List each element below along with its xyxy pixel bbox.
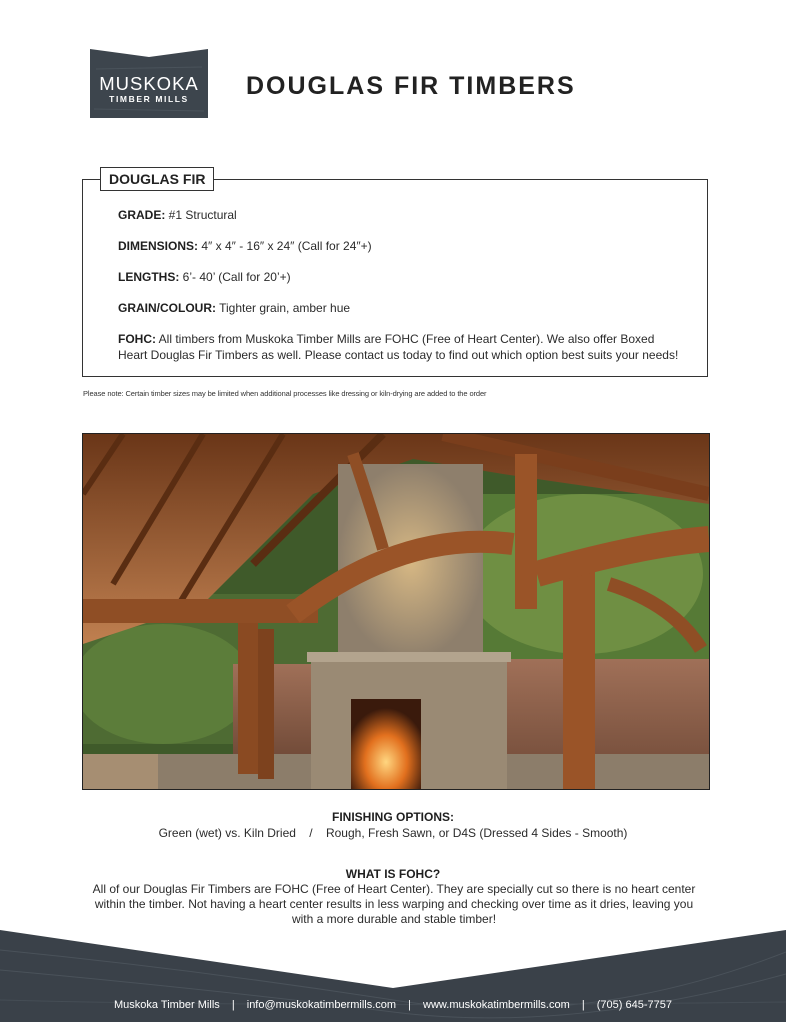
spec-tab-label: DOUGLAS FIR bbox=[100, 167, 214, 191]
spec-grain-colour-value: Tighter grain, amber hue bbox=[216, 301, 351, 315]
spec-grade bbox=[118, 207, 688, 223]
footer-company: Muskoka Timber Mills bbox=[114, 999, 220, 1011]
footer-contact bbox=[0, 999, 786, 1011]
spec-lengths bbox=[118, 269, 688, 285]
company-logo bbox=[90, 49, 208, 118]
logo-subtitle: TIMBER MILLS bbox=[109, 94, 189, 104]
spec-dimensions-value: 4″ x 4″ - 16″ x 24″ (Call for 24″+) bbox=[198, 239, 372, 253]
spec-dimensions bbox=[118, 238, 688, 254]
fohc-heading: WHAT IS FOHC? bbox=[345, 867, 441, 881]
footer-website[interactable]: www.muskokatimbermills.com bbox=[423, 999, 570, 1011]
finishing-options-heading: FINISHING OPTIONS: bbox=[331, 810, 454, 824]
photo-illustration bbox=[83, 434, 709, 789]
spec-grain-colour-label: GRAIN/COLOUR: bbox=[118, 301, 216, 315]
logo-wordmark: MUSKOKA bbox=[99, 73, 199, 94]
spec-grain-colour bbox=[118, 300, 688, 316]
spec-grade-label: GRADE: bbox=[118, 208, 166, 222]
spec-lengths-label: LENGTHS: bbox=[118, 270, 180, 284]
spec-fohc-value: All timbers from Muskoka Timber Mills are FOHC (Free of Heart Center). We also offer Boxed Heart Douglas Fir Timbers as well. Please contact us today to find out which option best suits your needs! bbox=[118, 332, 679, 362]
footer-separator: | bbox=[231, 999, 235, 1011]
page-title: DOUGLAS FIR TIMBERS bbox=[246, 72, 576, 100]
finishing-option-divider: / bbox=[309, 826, 313, 840]
pavilion-fireplace-photo bbox=[82, 433, 710, 790]
fohc-description: All of our Douglas Fir Timbers are FOHC (Free of Heart Center). They are specially cut so there is no heart center within the timber. Not having a heart center results in less warping and checking over time as it dries, leaving you with a more durable and stable timber! bbox=[92, 882, 696, 926]
spec-lengths-value: 6’- 40’ (Call for 20’+) bbox=[179, 270, 291, 284]
finishing-option-surface: Rough, Fresh Sawn, or D4S (Dressed 4 Sides - Smooth) bbox=[325, 826, 628, 840]
timber-size-note: Please note: Certain timber sizes may be limited when additional processes like dressing or kiln-drying are added to the order bbox=[83, 389, 487, 398]
spec-dimensions-label: DIMENSIONS: bbox=[118, 239, 199, 253]
footer-separator: | bbox=[408, 999, 411, 1011]
finishing-option-drying: Green (wet) vs. Kiln Dried bbox=[158, 826, 296, 840]
footer-phone[interactable]: (705) 645-7757 bbox=[596, 999, 672, 1011]
spec-fohc-label: FOHC: bbox=[118, 332, 156, 346]
finishing-options-line bbox=[0, 826, 786, 840]
spec-grade-value: #1 Structural bbox=[165, 208, 237, 222]
footer-email[interactable]: info@muskokatimbermills.com bbox=[246, 999, 397, 1011]
spec-fohc bbox=[118, 331, 686, 363]
footer-separator: | bbox=[581, 999, 585, 1011]
